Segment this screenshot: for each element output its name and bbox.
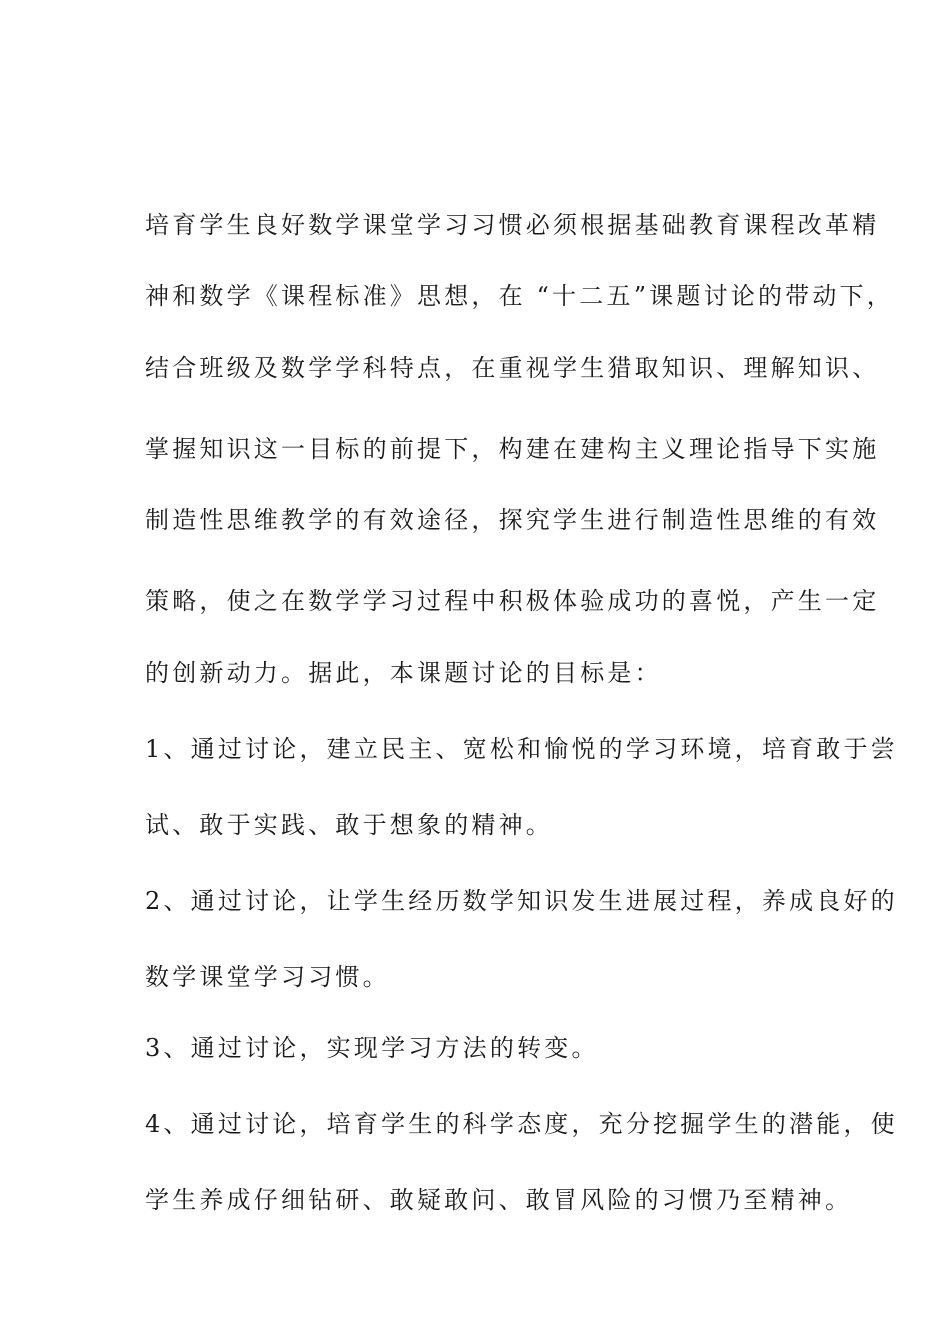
- body-line: 策略，使之在数学学习过程中积极体验成功的喜悦，产生一定: [145, 587, 880, 615]
- list-item-2-line: 数学课堂学习习惯。: [145, 963, 390, 991]
- body-line: 神和数学《课程标准》思想，在 “十二五”课题讨论的带动下，: [145, 282, 894, 310]
- list-item-4-line: 学生养成仔细钻研、敢疑敢问、敢冒风险的习惯乃至精神。: [145, 1186, 853, 1214]
- list-item-1-line: 1、通过讨论，建立民主、宽松和愉悦的学习环境，培育敢于尝: [145, 735, 898, 763]
- list-item-3-line: 3、通过讨论，实现学习方法的转变。: [145, 1034, 599, 1062]
- list-item-1-line: 试、敢于实践、敢于想象的精神。: [145, 811, 553, 839]
- body-line: 培育学生良好数学课堂学习习惯必须根据基础教育课程改革精: [145, 211, 880, 239]
- list-item-2-line: 2、通过讨论，让学生经历数学知识发生进展过程，养成良好的: [145, 887, 898, 915]
- list-item-4-line: 4、通过讨论，培育学生的科学态度，充分挖掘学生的潜能，使: [145, 1110, 898, 1138]
- body-line: 掌握知识这一目标的前提下，构建在建构主义理论指导下实施: [145, 435, 880, 463]
- body-line: 结合班级及数学学科特点，在重视学生猎取知识、理解知识、: [145, 354, 880, 382]
- body-line: 制造性思维教学的有效途径，探究学生进行制造性思维的有效: [145, 506, 880, 534]
- body-line: 的创新动力。据此，本课题讨论的目标是：: [145, 659, 662, 687]
